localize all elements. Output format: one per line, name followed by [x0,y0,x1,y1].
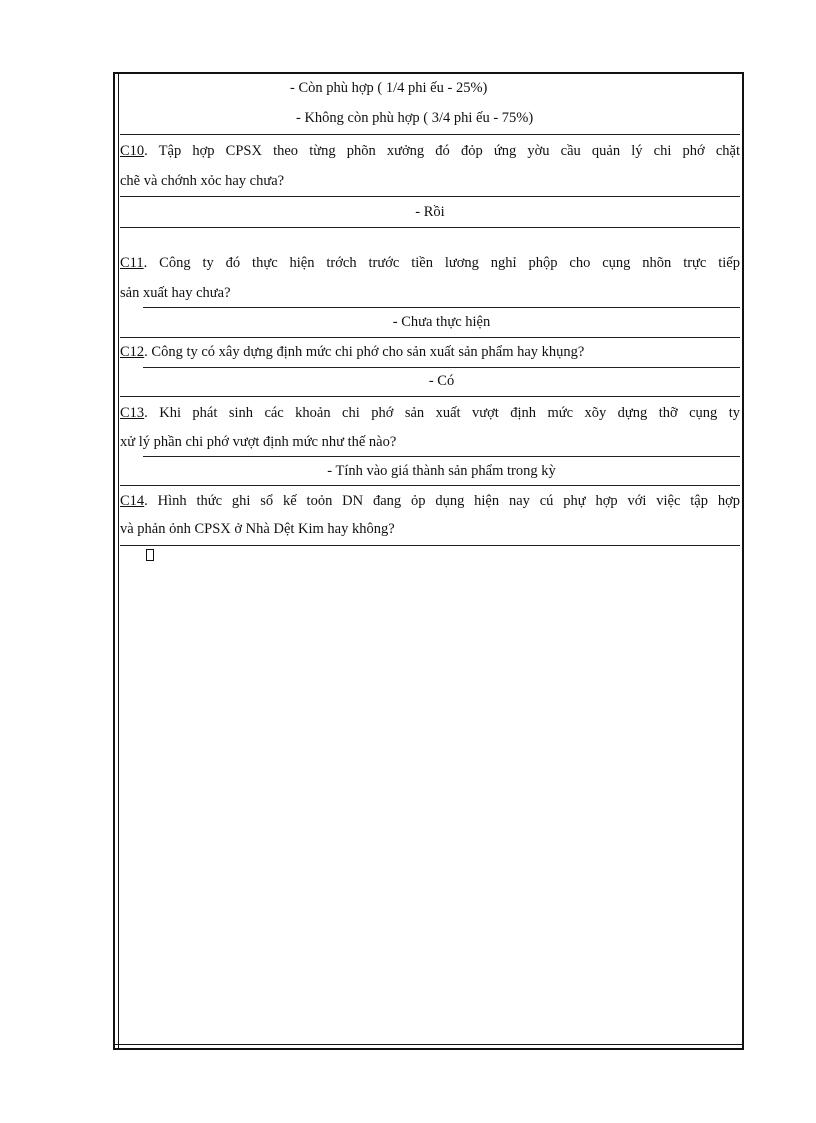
answer-c10: - Rồi [415,204,445,220]
question-c13-line-2: xử lý phần chi phớ vượt định mức như thế nào? [120,434,397,450]
question-c12-line-1: C12. Công ty có xây dựng định mức chi phớ cho sản xuất sản phẩm hay khụng? [120,344,585,360]
answer-c13: - Tính vào giá thành sản phẩm trong kỳ [327,463,556,479]
divider [120,485,740,486]
question-c14-line-1: C14. Hình thức ghi sổ kế toỏn DN đang ỏp dụng hiện nay cú phự hợp với việc tập hợp [120,493,740,509]
question-c10-line-1: C10. Tập hợp CPSX theo từng phõn xưởng đó đỏp ứng yờu cầu quản lý chi phớ chặt [120,143,740,159]
divider [120,134,740,135]
divider [143,367,740,368]
divider [120,396,740,397]
divider [143,307,740,308]
question-c13-line-1: C13. Khi phát sinh các khoản chi phớ sản xuất vượt định mức xõy dựng thỡ cụng ty [120,405,740,421]
question-c14-line-2: và phản ỏnh CPSX ở Nhà Dệt Kim hay không? [120,521,395,537]
question-id-c13: C13 [120,405,145,421]
question-c10-line-2: chẽ và chớnh xỏc hay chưa? [120,173,285,189]
question-c11-line-2: sản xuất hay chưa? [120,285,231,301]
question-c11-line-1: C11. Công ty đó thực hiện trớch trước tiền lương nghỉ phộp cho cụng nhõn trực tiếp [120,255,740,271]
question-id-c12: C12 [120,344,145,360]
text-cursor-box [146,549,154,561]
question-id-c14: C14 [120,493,145,509]
answer-no-longer-suitable: - Không còn phù hợp ( 3/4 phi ếu - 75%) [296,110,534,126]
divider [120,227,740,228]
divider [120,337,740,338]
divider [143,456,740,457]
question-id-c11: C11 [120,255,144,271]
answer-still-suitable: - Còn phù hợp ( 1/4 phi ếu - 25%) [290,80,488,96]
question-id-c10: C10 [120,143,145,159]
answer-c11: - Chưa thực hiện [392,314,491,330]
divider [120,545,740,546]
answer-c12: - Có [428,373,455,389]
divider [120,196,740,197]
